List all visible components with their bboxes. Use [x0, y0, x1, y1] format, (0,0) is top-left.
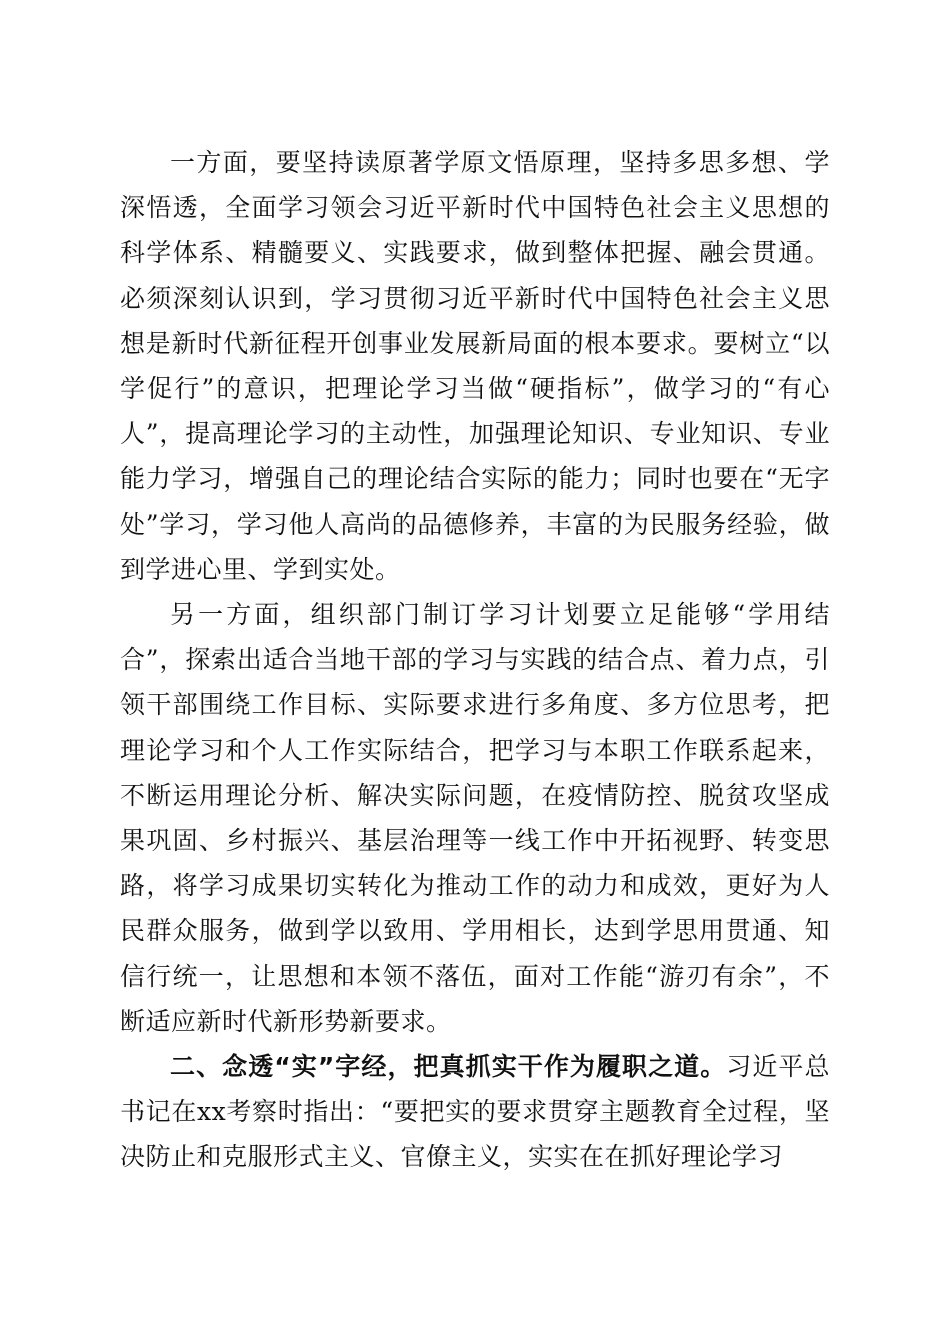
paragraph-study-principles: [120, 140, 830, 592]
paragraph-text: 一方面，要坚持读原著学原文悟原理，坚持多思多想、学深悟透，全面学习领会习近平新时代中国特色社会主义思想的科学体系、精髓要义、实践要求，做到整体把握、融会贯通。必须深刻认识到，学习贯彻习近平新时代中国特色社会主义思想是新时代新征程开创事业发展新局面的根本要求。要树立“以学促行”的意识，把理论学习当做“硬指标”，做学习的“有心人”，提高理论学习的主动性，加强理论知识、专业知识、专业能力学习，增强自己的理论结合实际的能力；同时也要在“无字处”学习，学习他人高尚的品德修养，丰富的为民服务经验，做到学进心里、学到实处。: [120, 148, 830, 584]
section-heading: 二、念透“实”字经，把真抓实干作为履职之道。: [170, 1052, 727, 1082]
document-body: [120, 140, 830, 1180]
paragraph-text: 另一方面，组织部门制订学习计划要立足能够“学用结合”，探索出适合当地干部的学习与实践的结合点、着力点，引领干部围绕工作目标、实际要求进行多角度、多方位思考，把理论学习和个人工作实际结合，把学习与本职工作联系起来，不断运用理论分析、解决实际问题，在疫情防控、脱贫攻坚成果巩固、乡村振兴、基层治理等一线工作中开拓视野、转变思路，将学习成果切实转化为推动工作的动力和成效，更好为人民群众服务，做到学以致用、学用相长，达到学思用贯通、知信行统一，让思想和本领不落伍，面对工作能“游刃有余”，不断适应新时代新形势新要求。: [120, 600, 830, 1036]
paragraph-section-two: [120, 1044, 830, 1180]
paragraph-study-application: [120, 592, 830, 1044]
paragraph-text: 习近平总书记在xx考察时指出：“要把实的要求贯穿主题教育全过程，坚决防止和克服形式主义、官僚主义，实实在在抓好理论学习: [120, 1052, 830, 1172]
